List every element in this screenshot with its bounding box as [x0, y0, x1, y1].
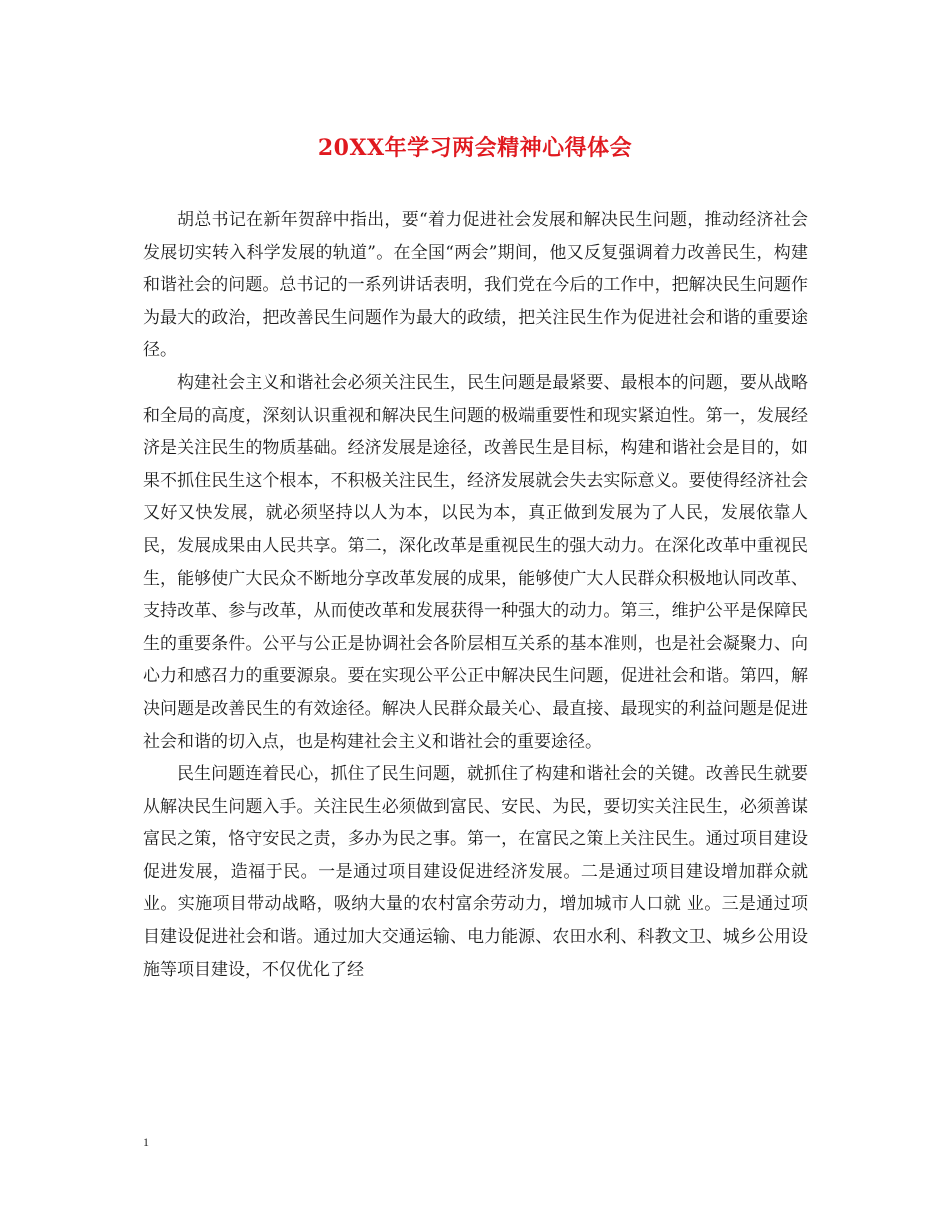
paragraph-1: 胡总书记在新年贺辞中指出，要“着力促进社会发展和解决民生问题，推动经济社会发展切实转入科学发展的轨道”。在全国“两会”期间，他又反复强调着力改善民生，构建和谐社会的问题。总书记的一系列讲话表明，我们党在今后的工作中，把解决民生问题作为最大的政治，把改善民生问题作为最大的政绩，把关注民生作为促进社会和谐的重要途径。 — [143, 210, 808, 361]
document-title: 20XX年学习两会精神心得体会 — [317, 135, 633, 161]
document-body — [143, 204, 808, 986]
paragraph-2: 构建社会主义和谐社会必须关注民生，民生问题是最紧要、最根本的问题，要从战略和全局的高度，深刻认识重视和解决民生问题的极端重要性和现实紧迫性。第一，发展经济是关注民生的物质基础。经济发展是途径，改善民生是目标，构建和谐社会是目的，如果不抓住民生这个根本，不积极关注民生，经济发展就会失去实际意义。要使得经济社会又好又快发展，就必须坚持以人为本，以民为本，真正做到发展为了人民，发展依靠人民，发展成果由人民共享。第二，深化改革是重视民生的强大动力。在深化改革中重视民生，能够使广大民众不断地分享改革发展的成果，能够使广大人民群众积极地认同改革、支持改革、参与改革，从而使改革和发展获得一种强大的动力。第三，维护公平是保障民生的重要条件。公平与公正是协调社会各阶层相互关系的基本准则，也是社会凝聚力、向心力和感召力的重要源泉。要在实现公平公正中解决民生问题，促进社会和谐。第四，解决问题是改善民生的有效途径。解决人民群众最关心、最直接、最现实的利益问题是促进社会和谐的切入点，也是构建社会主义和谐社会的重要途径。 — [143, 372, 808, 752]
page-number: 1 — [143, 1135, 149, 1149]
paragraph-3: 民生问题连着民心，抓住了民生问题，就抓住了构建和谐社会的关键。改善民生就要从解决民生问题入手。关注民生必须做到富民、安民、为民，要切实关注民生，必须善谋富民之策，恪守安民之责，多办为民之事。第一，在富民之策上关注民生。通过项目建设促进发展，造福于民。一是通过项目建设促进经济发展。二是通过项目建设增加群众就业。实施项目带动战略，吸纳大量的农村富余劳动力，增加城市人口就 业。三是通过项目建设促进社会和谐。通过加大交通运输、电力能源、农田水利、科教文卫、城乡公用设施等项目建设，不仅优化了经 — [143, 764, 808, 980]
